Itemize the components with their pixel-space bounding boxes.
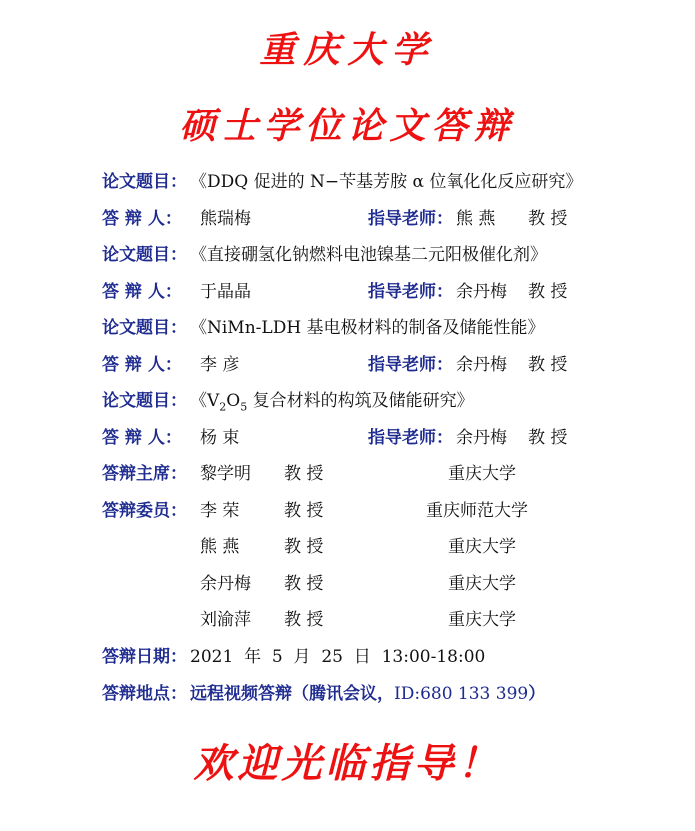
welcome-message: 欢迎光临指导！ — [193, 740, 502, 787]
committee-row-2 — [0, 532, 695, 560]
committee-member-affiliation: 重庆大学 — [448, 574, 516, 594]
advisor-name: 余丹梅 — [456, 355, 507, 375]
advisor-label: 指导老师： — [368, 355, 453, 375]
chair-row — [0, 459, 695, 487]
committee-member-affiliation: 重庆大学 — [448, 610, 516, 630]
advisor-title: 教 授 — [528, 355, 568, 375]
thesis-title: 《$V_2O_5$ 复合材料的构筑及储能研究》 — [190, 391, 474, 414]
advisor-label: 指导老师： — [368, 209, 453, 229]
student-name: 李 彦 — [200, 355, 240, 375]
committee-member-name: 余丹梅 — [200, 574, 251, 594]
advisor-title: 教 授 — [528, 209, 568, 229]
advisor-name: 余丹梅 — [456, 428, 507, 448]
date-row — [0, 642, 695, 670]
committee-member-title: 教 授 — [284, 574, 324, 594]
date-label: 答辩日期： — [102, 647, 187, 667]
student-name: 于晶晶 — [200, 282, 251, 302]
defender-row-3 — [0, 350, 695, 378]
advisor-name: 余丹梅 — [456, 282, 507, 302]
committee-member-title: 教 授 — [284, 610, 324, 630]
committee-member-affiliation: 重庆师范大学 — [426, 501, 528, 521]
committee-label: 答辩委员： — [102, 501, 187, 521]
advisor-name: 熊 燕 — [456, 209, 496, 229]
defender-label: 答 辩 人： — [102, 428, 182, 448]
chair-name: 黎学明 — [200, 464, 251, 484]
advisor-title: 教 授 — [528, 428, 568, 448]
student-name: 熊瑞梅 — [200, 209, 251, 229]
thesis-label: 论文题目： — [102, 391, 187, 411]
committee-member-name: 李 荣 — [200, 501, 240, 521]
committee-member-name: 熊 燕 — [200, 537, 240, 557]
thesis-title: 《NiMn-LDH 基电极材料的制备及储能性能》 — [190, 318, 545, 338]
committee-member-name: 刘渝萍 — [200, 610, 251, 630]
thesis-label: 论文题目： — [102, 245, 187, 265]
committee-member-title: 教 授 — [284, 537, 324, 557]
defender-label: 答 辩 人： — [102, 355, 182, 375]
thesis-title: 《DDQ 促进的 N−苄基芳胺 α 位氧化化反应研究》 — [190, 172, 583, 192]
committee-member-affiliation: 重庆大学 — [448, 537, 516, 557]
defense-date: 2021 年 5 月 25 日 13:00-18:00 — [190, 647, 486, 667]
chair-label: 答辩主席： — [102, 464, 187, 484]
thesis-label: 论文题目： — [102, 172, 187, 192]
student-name: 杨 束 — [200, 428, 240, 448]
thesis-title: 《直接硼氢化钠燃料电池镍基二元阳极催化剂》 — [190, 245, 547, 265]
thesis-row-3 — [0, 313, 695, 341]
thesis-label: 论文题目： — [102, 318, 187, 338]
committee-row-1 — [0, 496, 695, 524]
advisor-label: 指导老师： — [368, 428, 453, 448]
venue-row — [0, 679, 695, 707]
venue-text: 远程视频答辩（腾讯会议，ID:680 133 399） — [190, 684, 546, 704]
defender-label: 答 辩 人： — [102, 209, 182, 229]
thesis-row-4 — [0, 386, 695, 414]
thesis-row-1 — [0, 167, 695, 195]
event-title: 硕士学位论文答辩 — [179, 105, 516, 147]
chair-title: 教 授 — [284, 464, 324, 484]
defender-row-2 — [0, 277, 695, 305]
committee-member-title: 教 授 — [284, 501, 324, 521]
thesis-row-2 — [0, 240, 695, 268]
advisor-title: 教 授 — [528, 282, 568, 302]
committee-row-3 — [0, 569, 695, 597]
university-title: 重庆大学 — [259, 29, 436, 71]
committee-row-4 — [0, 605, 695, 633]
venue-label: 答辩地点： — [102, 684, 187, 704]
chair-affiliation: 重庆大学 — [448, 464, 516, 484]
advisor-label: 指导老师： — [368, 282, 453, 302]
defender-row-1 — [0, 204, 695, 232]
defender-label: 答 辩 人： — [102, 282, 182, 302]
defender-row-4 — [0, 423, 695, 451]
